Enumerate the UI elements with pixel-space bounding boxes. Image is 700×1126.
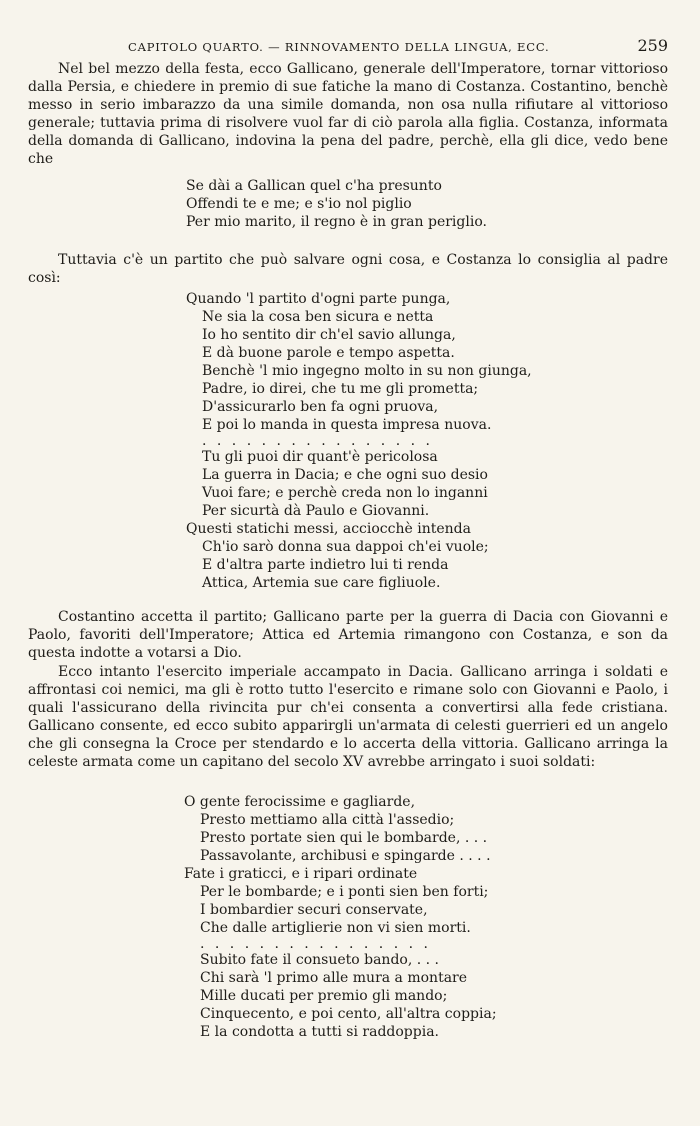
running-title: CAPITOLO QUARTO. — RINNOVAMENTO DELLA LINGUA, ECC. (128, 40, 550, 54)
verse-line: Se dài a Gallican quel c'ha presunto (186, 178, 442, 194)
verse-line: Per mio marito, il regno è in gran periglio. (186, 214, 487, 230)
page-number: 259 (637, 36, 668, 55)
book-page (28, 36, 668, 1041)
paragraph-3: Costantino accetta il partito; Gallicano parte per la guerra di Dacia con Giovanni e Paolo, favoriti dell'Imperatore; Attica ed Artemia rimangono con Costanza, e son da questa indotte a votarsi a Dio. (28, 609, 668, 661)
ellipsis-divider: . . . . . . . . . . . . . . . . (200, 936, 431, 952)
verse-line: Passavolante, archibusi e spingarde . . . . (200, 848, 491, 864)
verse-line: Per le bombarde; e i ponti sien ben forti; (200, 884, 489, 900)
verse-line: Io ho sentito dir ch'el savio allunga, (202, 327, 456, 343)
verse-line: E poi lo manda in questa impresa nuova. (202, 417, 492, 433)
verse-line: Questi statichi messi, acciocchè intenda (186, 521, 471, 537)
verse-line: La guerra in Dacia; e che ogni suo desio (202, 467, 488, 483)
verse-line: Attica, Artemia sue care figliuole. (202, 575, 441, 591)
verse-line: Subito fate il consueto bando, . . . (200, 952, 439, 968)
verse-line: Offendi te e me; e s'io nol piglio (186, 196, 412, 212)
verse-line: E la condotta a tutti si raddoppia. (200, 1024, 439, 1040)
verse-line: D'assicurarlo ben fa ogni pruova, (202, 399, 439, 415)
page-header (28, 36, 668, 60)
verse-line: E d'altra parte indietro lui ti renda (202, 557, 449, 573)
verse-line: Padre, io direi, che tu me gli prometta; (202, 381, 479, 397)
verse-line: Presto portate sien qui le bombarde, . . . (200, 830, 488, 846)
paragraph-4: Ecco intanto l'esercito imperiale accampato in Dacia. Gallicano arringa i soldati e affrontasi coi nemici, ma gli è rotto tutto l'esercito e rimane solo con Giovanni e Paolo, i quali l'assicurano della rivincita pur ch'ei consenta a convertirsi alla fede cristiana. Gallicano consente, ed ecco subito apparirgli un'armata di celesti guerrieri ed un angelo che gli consegna la Croce per stendardo e lo accerta della vittoria. Gallicano arringa la celeste armata come un capitano del secolo XV avrebbe arringato i suoi soldati: (28, 664, 668, 770)
ellipsis-divider: . . . . . . . . . . . . . . . . (202, 433, 433, 449)
verse-block-1 (186, 177, 668, 231)
paragraph-2: Tuttavia c'è un partito che può salvare ogni cosa, e Costanza lo consiglia al padre così: (28, 252, 668, 286)
verse-line: Benchè 'l mio ingegno molto in su non giunga, (202, 363, 532, 379)
verse-line: Mille ducati per premio gli mando; (200, 988, 448, 1004)
verse-line: Vuoi fare; e perchè creda non lo inganni (202, 485, 488, 501)
verse-line: E dà buone parole e tempo aspetta. (202, 345, 455, 361)
verse-line: Fate i graticci, e i ripari ordinate (184, 866, 418, 882)
verse-line: Presto mettiamo alla città l'assedio; (200, 812, 455, 828)
verse-line: I bombardier securi conservate, (200, 902, 428, 918)
verse-block-2 (186, 290, 668, 592)
verse-line: Tu gli puoi dir quant'è pericolosa (202, 449, 438, 465)
verse-line: Per sicurtà dà Paulo e Giovanni. (202, 503, 430, 519)
verse-line: Quando 'l partito d'ogni parte punga, (186, 291, 451, 307)
verse-line: Chi sarà 'l primo alle mura a montare (200, 970, 468, 986)
verse-block-3 (184, 793, 668, 1041)
verse-line: Ch'io sarò donna sua dappoi ch'ei vuole; (202, 539, 489, 555)
verse-line: Cinquecento, e poi cento, all'altra coppia; (200, 1006, 497, 1022)
verse-line: Ne sia la cosa ben sicura e netta (202, 309, 434, 325)
verse-line: Che dalle artiglierie non vi sien morti. (200, 920, 471, 936)
verse-line: O gente ferocissime e gagliarde, (184, 794, 416, 810)
paragraph-1: Nel bel mezzo della festa, ecco Gallicano, generale dell'Imperatore, tornar vittorioso dalla Persia, e chiedere in premio di sue fatiche la mano di Costanza. Costantino, benchè messo in serio imbarazzo da una simile domanda, non osa nulla rifiutare al vittorioso generale; tuttavia prima di risolvere vuol far di ciò parola alla figlia. Costanza, informata della domanda di Gallicano, indovina la pena del padre, perchè, ella gli dice, vedo bene che (28, 61, 668, 167)
